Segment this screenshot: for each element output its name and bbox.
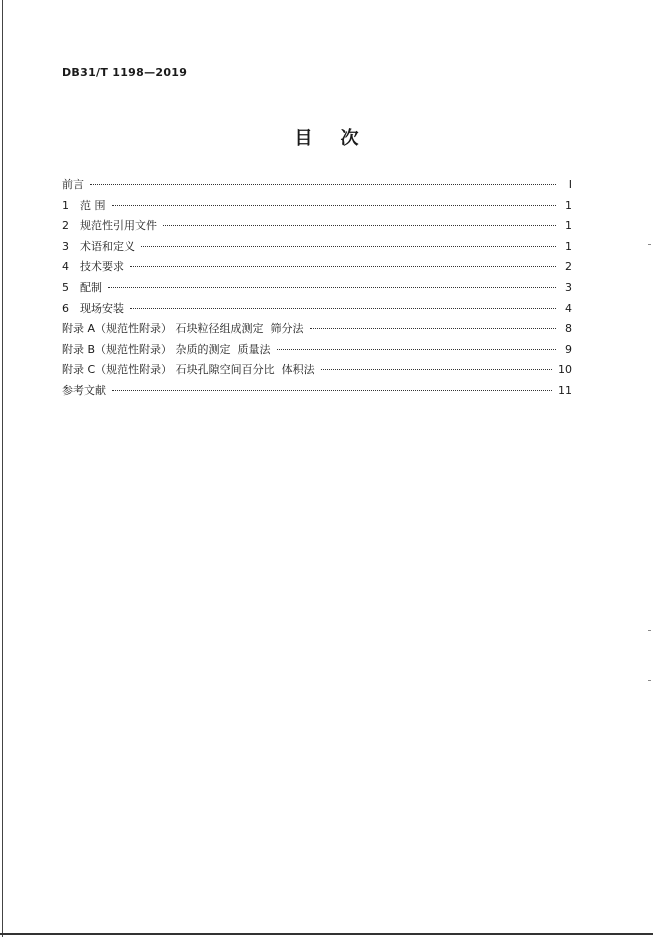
toc-entry-number: 6 — [62, 301, 69, 315]
toc-entry-appendix-c[interactable] — [62, 361, 572, 382]
toc-entry-page: 10 — [558, 363, 572, 377]
toc-entry-page: 1 — [565, 239, 572, 253]
toc-entry-page: Ⅰ — [568, 178, 572, 191]
toc-entry-page: 1 — [565, 219, 572, 233]
toc-entry-label: 现场安装 — [80, 301, 124, 315]
toc-entry-page: 3 — [565, 280, 572, 294]
toc-entry-number: 4 — [62, 260, 69, 274]
toc-entry-label: 参考文献 — [62, 383, 106, 397]
toc-leader-dots — [112, 205, 557, 206]
page-edge-bottom — [0, 933, 653, 935]
toc-entry-terms-definitions[interactable] — [62, 238, 572, 259]
toc-entry-normative-references[interactable] — [62, 217, 572, 238]
toc-leader-dots — [130, 308, 556, 309]
toc-entry-page: 4 — [565, 301, 572, 315]
toc-entry-label: 前言 — [62, 178, 84, 191]
toc-entry-label: 技术要求 — [80, 260, 124, 274]
toc-entry-number: 5 — [62, 280, 69, 294]
table-of-contents — [62, 176, 572, 403]
toc-leader-dots — [163, 225, 556, 226]
toc-entry-page: 8 — [565, 322, 572, 336]
toc-leader-dots — [90, 184, 556, 185]
toc-entry-bibliography[interactable] — [62, 382, 572, 403]
scan-artifact — [648, 630, 651, 631]
toc-entry-technical-requirements[interactable] — [62, 258, 572, 279]
toc-entry-label: 配制 — [80, 280, 102, 294]
toc-leader-dots — [141, 246, 556, 247]
toc-entry-number: 2 — [62, 219, 69, 233]
document-code: DB31/T 1198—2019 — [62, 66, 188, 79]
toc-entry-site-installation[interactable] — [62, 300, 572, 321]
toc-entry-label: 附录 A（规范性附录） 石块粒径组成测定 筛分法 — [62, 322, 304, 336]
toc-entry-page: 11 — [558, 383, 572, 397]
toc-leader-dots — [310, 328, 556, 329]
toc-leader-dots — [112, 390, 552, 391]
toc-entry-label: 范 围 — [80, 198, 106, 212]
toc-leader-dots — [277, 349, 556, 350]
toc-entry-page: 9 — [565, 342, 572, 356]
toc-entry-foreword[interactable] — [62, 176, 572, 197]
toc-leader-dots — [130, 266, 556, 267]
toc-entry-page: 2 — [565, 260, 572, 274]
toc-entry-preparation[interactable] — [62, 279, 572, 300]
toc-leader-dots — [321, 369, 552, 370]
scan-artifact — [648, 244, 651, 245]
toc-leader-dots — [108, 287, 556, 288]
toc-entry-label: 附录 C（规范性附录） 石块孔隙空间百分比 体积法 — [62, 363, 315, 377]
toc-entry-page: 1 — [565, 198, 572, 212]
toc-entry-label: 附录 B（规范性附录） 杂质的测定 质量法 — [62, 342, 271, 356]
toc-entry-appendix-b[interactable] — [62, 341, 572, 362]
scan-artifact — [648, 680, 651, 681]
toc-entry-appendix-a[interactable] — [62, 320, 572, 341]
toc-entry-number: 3 — [62, 239, 69, 253]
toc-entry-label: 规范性引用文件 — [80, 219, 157, 233]
toc-entry-scope[interactable] — [62, 197, 572, 218]
toc-entry-label: 术语和定义 — [80, 239, 135, 253]
toc-entry-number: 1 — [62, 198, 69, 212]
page-title: 目次 — [294, 128, 387, 149]
